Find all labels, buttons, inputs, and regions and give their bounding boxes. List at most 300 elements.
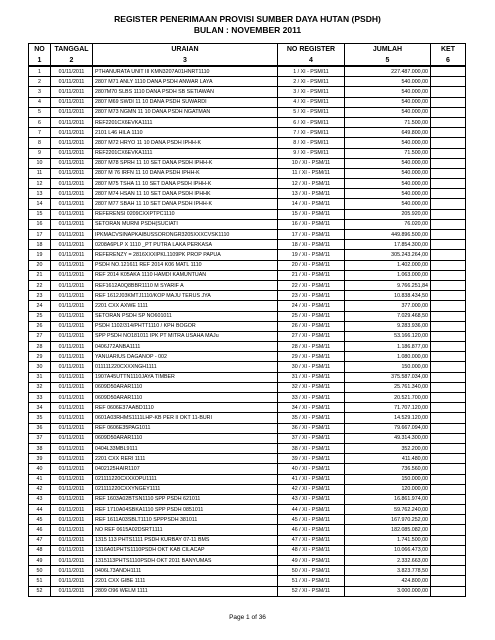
row-amount: 540.000,00 — [345, 77, 431, 87]
row-number: 7 — [29, 128, 51, 138]
row-register-number: 26 / XI - PSM/11 — [278, 321, 345, 331]
row-note — [431, 301, 466, 311]
row-date: 01/11/2011 — [51, 515, 93, 525]
row-register-number: 27 / XI - PSM/11 — [278, 331, 345, 341]
row-amount: 352.200,00 — [345, 443, 431, 453]
row-description: 011111220CXXXNGH1111 — [93, 362, 278, 372]
row-note — [431, 189, 466, 199]
row-date: 01/11/2011 — [51, 535, 93, 545]
row-amount: 71.500,00 — [345, 148, 431, 158]
row-note — [431, 117, 466, 127]
row-amount: 71.707.120,00 — [345, 403, 431, 413]
row-date: 01/11/2011 — [51, 566, 93, 576]
row-register-number: 21 / XI - PSM/11 — [278, 270, 345, 280]
table-row — [29, 219, 466, 229]
row-note — [431, 97, 466, 107]
row-register-number: 1 / XI - PSM/11 — [278, 66, 345, 77]
row-description: 0402125HAIR1107 — [93, 464, 278, 474]
row-note — [431, 158, 466, 168]
table-row — [29, 566, 466, 576]
row-description: 2807M70 SLBS 1110 DANA PSDH SB SETIAWAN — [93, 87, 278, 97]
table-row — [29, 342, 466, 352]
row-date: 01/11/2011 — [51, 250, 93, 260]
table-row — [29, 382, 466, 392]
table-row — [29, 586, 466, 596]
row-description: SPP PSDH NO181011 IPK PT MITRA USAHA MAJu — [93, 331, 278, 341]
row-amount: 14.529.120,00 — [345, 413, 431, 423]
row-number: 12 — [29, 179, 51, 189]
row-description: 0601A03RHMS1111LHP-KB PER II OKT 11-BURI — [93, 413, 278, 423]
row-number: 37 — [29, 433, 51, 443]
row-number: 36 — [29, 423, 51, 433]
row-number: 40 — [29, 464, 51, 474]
table-row — [29, 240, 466, 250]
row-amount: 375.587.034,00 — [345, 372, 431, 382]
table-row — [29, 505, 466, 515]
row-description: SETORAN PSDH SP NO601011 — [93, 311, 278, 321]
row-register-number: 22 / XI - PSM/11 — [278, 280, 345, 290]
row-number: 13 — [29, 189, 51, 199]
table-row — [29, 362, 466, 372]
header-row — [29, 44, 466, 56]
row-date: 01/11/2011 — [51, 484, 93, 494]
row-date: 01/11/2011 — [51, 291, 93, 301]
row-register-number: 31 / XI - PSM/11 — [278, 372, 345, 382]
column-header-no: NO — [29, 44, 51, 56]
row-amount: 540.000,00 — [345, 168, 431, 178]
row-description: REF2201CX6EVKA1111 — [93, 117, 278, 127]
row-note — [431, 77, 466, 87]
row-note — [431, 199, 466, 209]
row-note — [431, 219, 466, 229]
table-row — [29, 484, 466, 494]
row-amount: 305.243.264,00 — [345, 250, 431, 260]
row-number: 39 — [29, 454, 51, 464]
row-date: 01/11/2011 — [51, 545, 93, 555]
row-note — [431, 372, 466, 382]
row-description: 021111220CXXYNGEY1111 — [93, 484, 278, 494]
row-note — [431, 250, 466, 260]
row-amount: 10.066.473,00 — [345, 545, 431, 555]
row-description: 2807 M78 SPRH 11 10 SET DANA PSDH IPHH-K — [93, 158, 278, 168]
row-register-number: 47 / XI - PSM/11 — [278, 535, 345, 545]
row-register-number: 10 / XI - PSM/11 — [278, 158, 345, 168]
row-amount: 1.741.500,00 — [345, 535, 431, 545]
row-description: 2809 O96 WELM 1111 — [93, 586, 278, 596]
row-amount: 1.080.000,00 — [345, 352, 431, 362]
table-row — [29, 138, 466, 148]
row-date: 01/11/2011 — [51, 433, 93, 443]
row-number: 27 — [29, 331, 51, 341]
table-row — [29, 576, 466, 586]
row-date: 01/11/2011 — [51, 393, 93, 403]
row-date: 01/11/2011 — [51, 342, 93, 352]
row-description: 021111220CXXXOPU1111 — [93, 474, 278, 484]
column-number-2: 2 — [51, 55, 93, 66]
row-number: 21 — [29, 270, 51, 280]
row-description: 0609D50ARAR1110 — [93, 382, 278, 392]
row-register-number: 50 / XI - PSM/11 — [278, 566, 345, 576]
row-date: 01/11/2011 — [51, 525, 93, 535]
row-register-number: 48 / XI - PSM/11 — [278, 545, 345, 555]
row-date: 01/11/2011 — [51, 280, 93, 290]
row-date: 01/11/2011 — [51, 321, 93, 331]
row-note — [431, 545, 466, 555]
row-register-number: 20 / XI - PSM/11 — [278, 260, 345, 270]
row-number: 16 — [29, 219, 51, 229]
row-note — [431, 433, 466, 443]
row-note — [431, 87, 466, 97]
row-description: REF 1710A04SBKA1110 SPP PSDH 0851011 — [93, 505, 278, 515]
row-amount: 1.186.877,00 — [345, 342, 431, 352]
row-date: 01/11/2011 — [51, 443, 93, 453]
row-note — [431, 423, 466, 433]
row-number: 25 — [29, 311, 51, 321]
row-number: 4 — [29, 97, 51, 107]
row-number: 46 — [29, 525, 51, 535]
table-row — [29, 556, 466, 566]
table-row — [29, 515, 466, 525]
row-number: 50 — [29, 566, 51, 576]
row-note — [431, 209, 466, 219]
row-number: 3 — [29, 87, 51, 97]
row-number: 42 — [29, 484, 51, 494]
row-number: 8 — [29, 138, 51, 148]
row-register-number: 14 / XI - PSM/11 — [278, 199, 345, 209]
row-description: 2807 M73 NGMN 11 10 DANA PSDH NGATMAN — [93, 107, 278, 117]
row-amount: 25.761.340,00 — [345, 382, 431, 392]
row-note — [431, 556, 466, 566]
row-note — [431, 66, 466, 77]
row-note — [431, 566, 466, 576]
column-header-uraian: URAIAN — [93, 44, 278, 56]
row-date: 01/11/2011 — [51, 382, 93, 392]
row-number: 6 — [29, 117, 51, 127]
table-row — [29, 66, 466, 77]
row-description: 2807 M77 SBAH 11 10 SET DANA PSDH IPHH-K — [93, 199, 278, 209]
row-date: 01/11/2011 — [51, 189, 93, 199]
table-row — [29, 311, 466, 321]
table-row — [29, 535, 466, 545]
table-row — [29, 474, 466, 484]
table-row — [29, 87, 466, 97]
table-row — [29, 97, 466, 107]
row-number: 10 — [29, 158, 51, 168]
row-number: 34 — [29, 403, 51, 413]
row-date: 01/11/2011 — [51, 219, 93, 229]
table-row — [29, 413, 466, 423]
row-description: 2807 M74 HSAN 11 10 SET DANA PSDH IPHHK — [93, 189, 278, 199]
row-date: 01/11/2011 — [51, 586, 93, 596]
row-register-number: 5 / XI - PSM/11 — [278, 107, 345, 117]
row-description: 1907A45UTTN1110JAYA TIMBER — [93, 372, 278, 382]
table-row — [29, 525, 466, 535]
row-description: 0404L33MBL9111 — [93, 443, 278, 453]
row-description: 2201 CXX AXWE 1111 — [93, 301, 278, 311]
row-note — [431, 494, 466, 504]
row-note — [431, 464, 466, 474]
row-amount: 7.029.468,50 — [345, 311, 431, 321]
row-note — [431, 321, 466, 331]
column-header-no-register: NO REGISTER — [278, 44, 345, 56]
row-amount: 3.823.778,50 — [345, 566, 431, 576]
row-register-number: 4 / XI - PSM/11 — [278, 97, 345, 107]
row-note — [431, 576, 466, 586]
row-date: 01/11/2011 — [51, 331, 93, 341]
column-number-row — [29, 55, 466, 66]
table-row — [29, 270, 466, 280]
table-row — [29, 464, 466, 474]
row-register-number: 23 / XI - PSM/11 — [278, 291, 345, 301]
row-amount: 649.800,00 — [345, 128, 431, 138]
row-register-number: 25 / XI - PSM/11 — [278, 311, 345, 321]
row-date: 01/11/2011 — [51, 454, 93, 464]
table-row — [29, 168, 466, 178]
row-description: 1316A01PHTS1110PSDH OKT KAB CILACAP — [93, 545, 278, 555]
row-description: REFERENZY = 2816XXXIPKL1109PK PROP PAPUA — [93, 250, 278, 260]
row-register-number: 40 / XI - PSM/11 — [278, 464, 345, 474]
row-register-number: 9 / XI - PSM/11 — [278, 148, 345, 158]
row-description: SETORAN MURNI PSDH(SUCIATI — [93, 219, 278, 229]
row-note — [431, 403, 466, 413]
row-number: 41 — [29, 474, 51, 484]
row-register-number: 32 / XI - PSM/11 — [278, 382, 345, 392]
row-date: 01/11/2011 — [51, 77, 93, 87]
row-description: 1315113PHTS1110PSDH OKT 2011 BANYUMAS — [93, 556, 278, 566]
row-date: 01/11/2011 — [51, 158, 93, 168]
row-amount: 20.521.700,00 — [345, 393, 431, 403]
row-date: 01/11/2011 — [51, 230, 93, 240]
row-note — [431, 179, 466, 189]
row-register-number: 39 / XI - PSM/11 — [278, 454, 345, 464]
row-number: 29 — [29, 352, 51, 362]
row-register-number: 24 / XI - PSM/11 — [278, 301, 345, 311]
row-register-number: 13 / XI - PSM/11 — [278, 189, 345, 199]
row-amount: 2.332.663,00 — [345, 556, 431, 566]
row-amount: 1.402.000,00 — [345, 260, 431, 270]
row-amount: 205.920,00 — [345, 209, 431, 219]
row-register-number: 45 / XI - PSM/11 — [278, 515, 345, 525]
row-number: 35 — [29, 413, 51, 423]
row-register-number: 30 / XI - PSM/11 — [278, 362, 345, 372]
table-row — [29, 117, 466, 127]
row-note — [431, 230, 466, 240]
row-amount: 449.896.500,00 — [345, 230, 431, 240]
column-header-ket: KET — [431, 44, 466, 56]
row-number: 47 — [29, 535, 51, 545]
row-note — [431, 148, 466, 158]
row-date: 01/11/2011 — [51, 168, 93, 178]
row-number: 33 — [29, 393, 51, 403]
row-register-number: 17 / XI - PSM/11 — [278, 230, 345, 240]
table-row — [29, 454, 466, 464]
row-description: 0406L73ANDH1111 — [93, 566, 278, 576]
row-register-number: 46 / XI - PSM/11 — [278, 525, 345, 535]
row-number: 49 — [29, 556, 51, 566]
row-note — [431, 515, 466, 525]
row-description: 2807 M75 TSHA 11 10 SET DANA PSDH IPHH-K — [93, 179, 278, 189]
row-register-number: 18 / XI - PSM/11 — [278, 240, 345, 250]
row-description: 2807 M71 ANLY 1110 DANA PSDH ANWAR LAYA — [93, 77, 278, 87]
row-description: PSDH NO.121611 REF 2014 K06 MATL 1110 — [93, 260, 278, 270]
table-row — [29, 148, 466, 158]
row-date: 01/11/2011 — [51, 117, 93, 127]
row-note — [431, 107, 466, 117]
row-note — [431, 291, 466, 301]
row-number: 22 — [29, 280, 51, 290]
row-amount: 736.560,00 — [345, 464, 431, 474]
row-number: 17 — [29, 230, 51, 240]
row-note — [431, 393, 466, 403]
row-date: 01/11/2011 — [51, 270, 93, 280]
row-description: REF1612A0Q8BBR1110 M SYARIF A — [93, 280, 278, 290]
row-description: 2201 CXX GIBE 1111 — [93, 576, 278, 586]
row-register-number: 52 / XI - PSM/11 — [278, 586, 345, 596]
row-date: 01/11/2011 — [51, 505, 93, 515]
row-description: 0609D50ARAR1110 — [93, 433, 278, 443]
row-note — [431, 382, 466, 392]
row-register-number: 43 / XI - PSM/11 — [278, 494, 345, 504]
row-date: 01/11/2011 — [51, 474, 93, 484]
column-number-5: 5 — [345, 55, 431, 66]
row-amount: 150.000,00 — [345, 474, 431, 484]
table-row — [29, 280, 466, 290]
table-row — [29, 189, 466, 199]
table-row — [29, 199, 466, 209]
row-number: 1 — [29, 66, 51, 77]
row-register-number: 12 / XI - PSM/11 — [278, 179, 345, 189]
column-number-3: 3 — [93, 55, 278, 66]
row-note — [431, 535, 466, 545]
row-register-number: 44 / XI - PSM/11 — [278, 505, 345, 515]
row-date: 01/11/2011 — [51, 87, 93, 97]
row-description: REF 0606E37AABD1110 — [93, 403, 278, 413]
row-number: 20 — [29, 260, 51, 270]
row-description: PSDH 1102/314/PHTT1110 / KPH BOGOR — [93, 321, 278, 331]
column-header-jumlah: JUMLAH — [345, 44, 431, 56]
row-amount: 540.000,00 — [345, 87, 431, 97]
row-number: 48 — [29, 545, 51, 555]
row-note — [431, 128, 466, 138]
row-amount: 227.487.000,00 — [345, 66, 431, 77]
row-date: 01/11/2011 — [51, 413, 93, 423]
row-note — [431, 331, 466, 341]
column-number-6: 6 — [431, 55, 466, 66]
row-number: 44 — [29, 505, 51, 515]
register-table — [28, 43, 466, 597]
table-row — [29, 128, 466, 138]
row-amount: 10.838.434,50 — [345, 291, 431, 301]
row-description: REF 1612J03KMTJ1110/KOP MAJU TERUS JYA — [93, 291, 278, 301]
table-row — [29, 158, 466, 168]
row-register-number: 42 / XI - PSM/11 — [278, 484, 345, 494]
row-description: 0406J72ANBA1111 — [93, 342, 278, 352]
row-date: 01/11/2011 — [51, 301, 93, 311]
row-amount: 540.000,00 — [345, 179, 431, 189]
row-register-number: 49 / XI - PSM/11 — [278, 556, 345, 566]
row-amount: 59.762.240,00 — [345, 505, 431, 515]
row-number: 11 — [29, 168, 51, 178]
row-description: 0609D50ARAR1110 — [93, 393, 278, 403]
row-date: 01/11/2011 — [51, 97, 93, 107]
row-number: 38 — [29, 443, 51, 453]
row-note — [431, 525, 466, 535]
row-date: 01/11/2011 — [51, 148, 93, 158]
table-row — [29, 250, 466, 260]
row-date: 01/11/2011 — [51, 372, 93, 382]
row-number: 26 — [29, 321, 51, 331]
row-amount: 79.667.094,00 — [345, 423, 431, 433]
row-number: 43 — [29, 494, 51, 504]
row-date: 01/11/2011 — [51, 260, 93, 270]
row-description: YANUARIUS DAGANOP - 002 — [93, 352, 278, 362]
row-amount: 411.480,00 — [345, 454, 431, 464]
row-amount: 71.500,00 — [345, 117, 431, 127]
row-date: 01/11/2011 — [51, 179, 93, 189]
row-description: 2807 M 76 IRFN 11 10 DANA PSDH IPHH-K — [93, 168, 278, 178]
row-description: REF 1611A03SBLT1110 SPPPSDH 381011 — [93, 515, 278, 525]
row-note — [431, 342, 466, 352]
row-register-number: 8 / XI - PSM/11 — [278, 138, 345, 148]
table-row — [29, 352, 466, 362]
row-amount: 76.020,00 — [345, 219, 431, 229]
row-register-number: 2 / XI - PSM/11 — [278, 77, 345, 87]
page-number: Page 1 of 36 — [229, 614, 266, 621]
row-date: 01/11/2011 — [51, 352, 93, 362]
table-row — [29, 291, 466, 301]
row-description: 2807 M72 HRYO 11 10 DANA PSDH IPHH-K — [93, 138, 278, 148]
row-register-number: 33 / XI - PSM/11 — [278, 393, 345, 403]
row-amount: 540.000,00 — [345, 97, 431, 107]
row-note — [431, 270, 466, 280]
row-number: 32 — [29, 382, 51, 392]
row-amount: 540.000,00 — [345, 107, 431, 117]
row-note — [431, 454, 466, 464]
report-title: REGISTER PENERIMAAN PROVISI SUMBER DAYA HUTAN (PSDH) — [114, 14, 381, 24]
row-note — [431, 443, 466, 453]
row-description: 2101 L46 HILA 1110 — [93, 128, 278, 138]
row-register-number: 19 / XI - PSM/11 — [278, 250, 345, 260]
row-number: 2 — [29, 77, 51, 87]
row-description: PTHANURATA UNIT III KMN3207A01HNRT1110 — [93, 66, 278, 77]
table-row — [29, 331, 466, 341]
row-register-number: 11 / XI - PSM/11 — [278, 168, 345, 178]
row-date: 01/11/2011 — [51, 240, 93, 250]
row-number: 15 — [29, 209, 51, 219]
table-row — [29, 393, 466, 403]
row-date: 01/11/2011 — [51, 403, 93, 413]
row-date: 01/11/2011 — [51, 128, 93, 138]
row-amount: 49.314.300,00 — [345, 433, 431, 443]
row-date: 01/11/2011 — [51, 138, 93, 148]
row-register-number: 6 / XI - PSM/11 — [278, 117, 345, 127]
row-amount: 9.283.936,00 — [345, 321, 431, 331]
column-number-1: 1 — [29, 55, 51, 66]
row-register-number: 3 / XI - PSM/11 — [278, 87, 345, 97]
row-date: 01/11/2011 — [51, 66, 93, 77]
row-note — [431, 505, 466, 515]
table-row — [29, 209, 466, 219]
row-register-number: 15 / XI - PSM/11 — [278, 209, 345, 219]
row-amount: 150.000,00 — [345, 362, 431, 372]
row-date: 01/11/2011 — [51, 576, 93, 586]
row-register-number: 28 / XI - PSM/11 — [278, 342, 345, 352]
row-number: 23 — [29, 291, 51, 301]
row-amount: 424.800,00 — [345, 576, 431, 586]
row-amount: 540.000,00 — [345, 138, 431, 148]
row-amount: 16.861.974,00 — [345, 494, 431, 504]
row-description: REF 1603A02BTSN1110 SPP PSDH 621011 — [93, 494, 278, 504]
